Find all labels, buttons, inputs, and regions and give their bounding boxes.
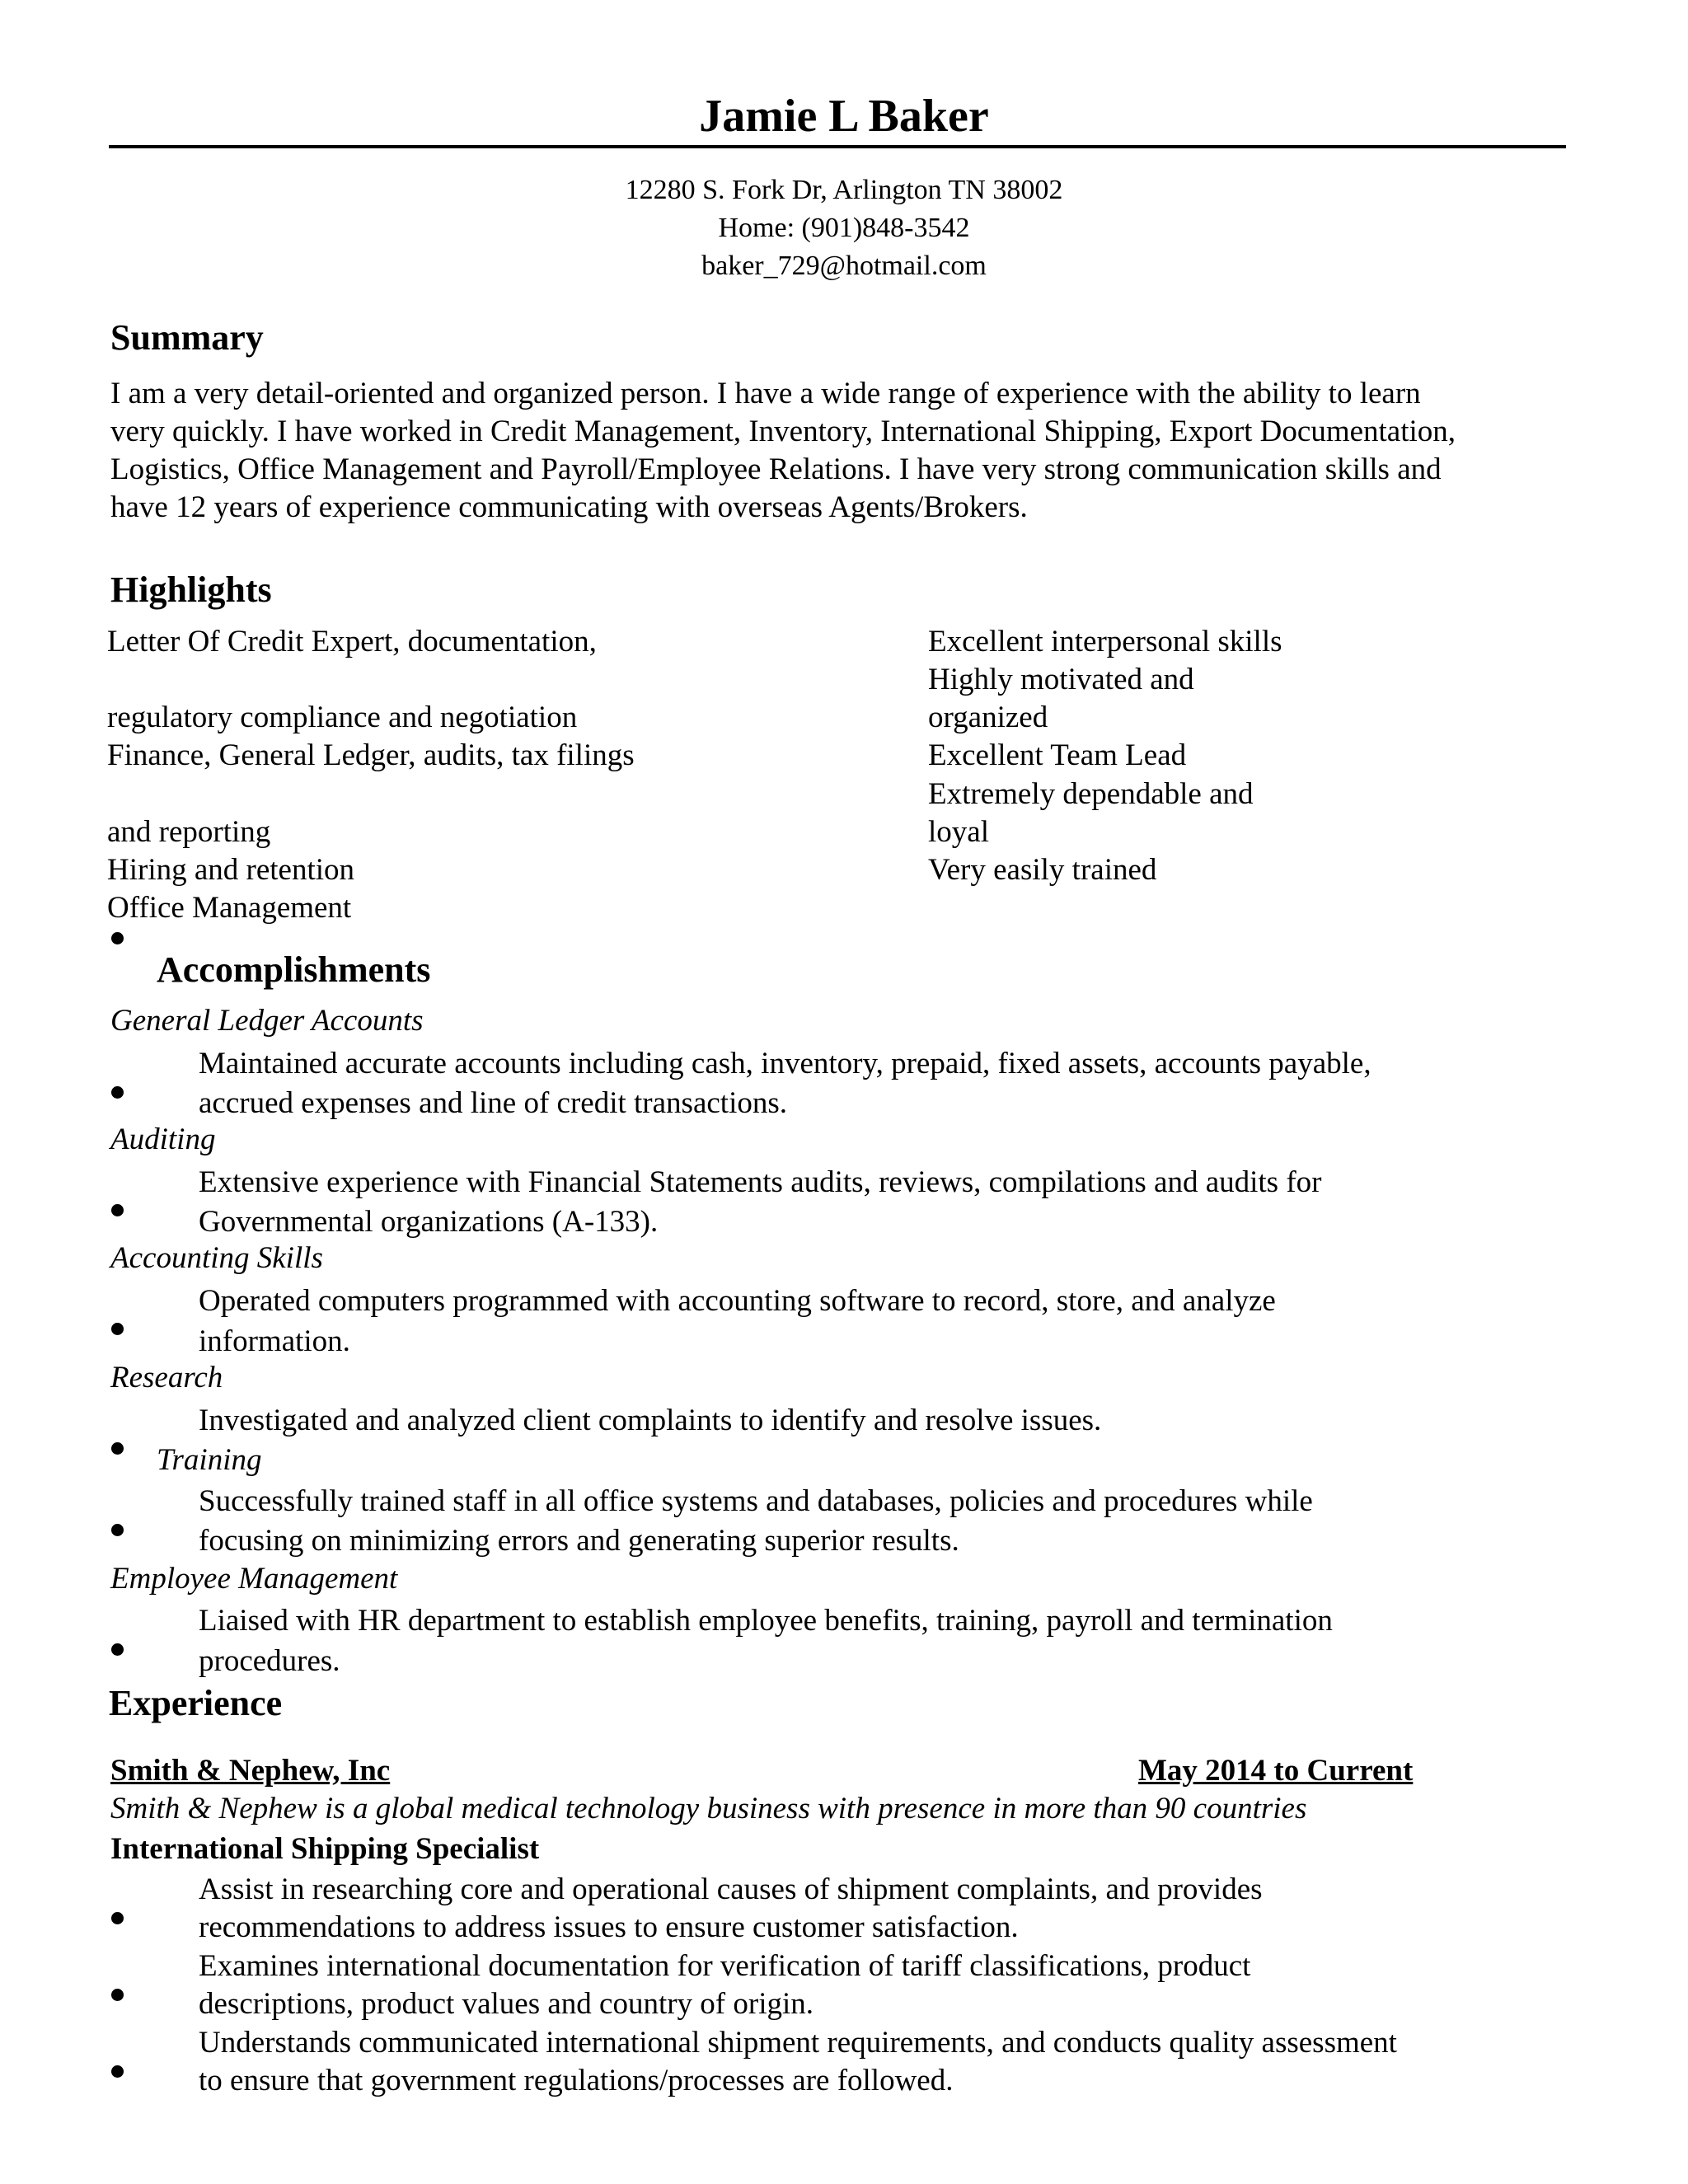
accomplishment-heading: Training [157, 1443, 262, 1477]
highlight-right-item: Excellent interpersonal skills [928, 625, 1282, 658]
accomplishment-line: Maintained accurate accounts including cash, inventory, prepaid, fixed assets, accounts payable, [199, 1047, 1372, 1080]
accomplishment-heading: Employee Management [110, 1562, 398, 1596]
company-description: Smith & Nephew is a global medical technology business with presence in more than 90 countries [110, 1792, 1307, 1825]
accomplishment-line: Governmental organizations (A-133). [199, 1205, 659, 1239]
accomplishment-heading: Research [110, 1361, 223, 1394]
accomplishment-heading: Auditing [110, 1122, 216, 1156]
summary-heading: Summary [110, 317, 264, 358]
employment-dates: May 2014 to Current [1138, 1754, 1414, 1788]
accomplishment-heading: Accounting Skills [110, 1241, 323, 1275]
email: baker_729@hotmail.com [701, 251, 987, 281]
summary-line: have 12 years of experience communicating with overseas Agents/Brokers. [110, 490, 1028, 524]
bullet-dot [111, 1086, 124, 1099]
bullet-dot [111, 1442, 124, 1455]
highlight-right-item: Highly motivated and [928, 663, 1194, 696]
experience-heading: Experience [109, 1683, 283, 1723]
highlights-heading: Highlights [110, 569, 272, 610]
header-rule [109, 145, 1566, 148]
highlight-right-item: loyal [928, 815, 989, 849]
bullet-dot [111, 1524, 124, 1536]
candidate-name: Jamie L Baker [699, 91, 989, 142]
address: 12280 S. Fork Dr, Arlington TN 38002 [625, 175, 1063, 205]
job-title: International Shipping Specialist [110, 1832, 540, 1866]
accomplishment-line: accrued expenses and line of credit transactions. [199, 1086, 788, 1120]
bullet-dot [111, 1323, 124, 1335]
highlight-left-item: and reporting [107, 815, 271, 849]
bullet-dot [111, 932, 124, 944]
experience-bullet-line: descriptions, product values and country of origin. [199, 1987, 814, 2021]
accomplishment-line: focusing on minimizing errors and generating superior results. [199, 1524, 959, 1558]
accomplishment-line: information. [199, 1324, 350, 1358]
experience-bullet-line: Assist in researching core and operational causes of shipment complaints, and provides [199, 1872, 1263, 1906]
highlight-left-item: Hiring and retention [107, 853, 355, 887]
summary-line: Logistics, Office Management and Payroll/Employee Relations. I have very strong communication skills and [110, 452, 1442, 486]
experience-bullet-line: Examines international documentation for verification of tariff classifications, product [199, 1949, 1251, 1983]
accomplishment-line: Extensive experience with Financial Statements audits, reviews, compilations and audits for [199, 1165, 1322, 1199]
highlight-left-item: regulatory compliance and negotiation [107, 701, 578, 734]
accomplishment-line: Investigated and analyzed client complaints to identify and resolve issues. [199, 1404, 1102, 1437]
highlight-right-item: Very easily trained [928, 853, 1157, 887]
summary-line: I am a very detail-oriented and organized person. I have a wide range of experience with the ability to learn [110, 377, 1421, 410]
highlight-left-item: Finance, General Ledger, audits, tax filings [107, 738, 635, 772]
summary-line: very quickly. I have worked in Credit Management, Inventory, International Shipping, Export Documentation, [110, 415, 1456, 448]
bullet-dot [111, 1912, 124, 1924]
accomplishment-line: Successfully trained staff in all office systems and databases, policies and procedures while [199, 1484, 1313, 1518]
bullet-dot [111, 1204, 124, 1216]
highlight-right-item: Excellent Team Lead [928, 738, 1187, 772]
accomplishment-line: Liaised with HR department to establish employee benefits, training, payroll and termination [199, 1604, 1333, 1638]
bullet-dot [111, 2065, 124, 2078]
experience-bullet-line: recommendations to address issues to ensure customer satisfaction. [199, 1910, 1019, 1944]
experience-bullet-line: to ensure that government regulations/processes are followed. [199, 2064, 954, 2097]
bullet-dot [111, 1989, 124, 2001]
accomplishment-line: Operated computers programmed with accounting software to record, store, and analyze [199, 1284, 1276, 1318]
highlight-left-item: Office Management [107, 891, 352, 925]
phone: Home: (901)848-3542 [718, 213, 970, 243]
experience-bullet-line: Understands communicated international shipment requirements, and conducts quality assessment [199, 2026, 1397, 2060]
company-name: Smith & Nephew, Inc [110, 1754, 391, 1788]
accomplishments-heading: Accomplishments [157, 949, 431, 990]
highlight-right-item: Extremely dependable and [928, 777, 1254, 811]
accomplishment-heading: General Ledger Accounts [110, 1004, 424, 1038]
bullet-dot [111, 1643, 124, 1656]
accomplishment-line: procedures. [199, 1644, 340, 1678]
highlight-left-item: Letter Of Credit Expert, documentation, [107, 625, 597, 658]
highlight-right-item: organized [928, 701, 1048, 734]
